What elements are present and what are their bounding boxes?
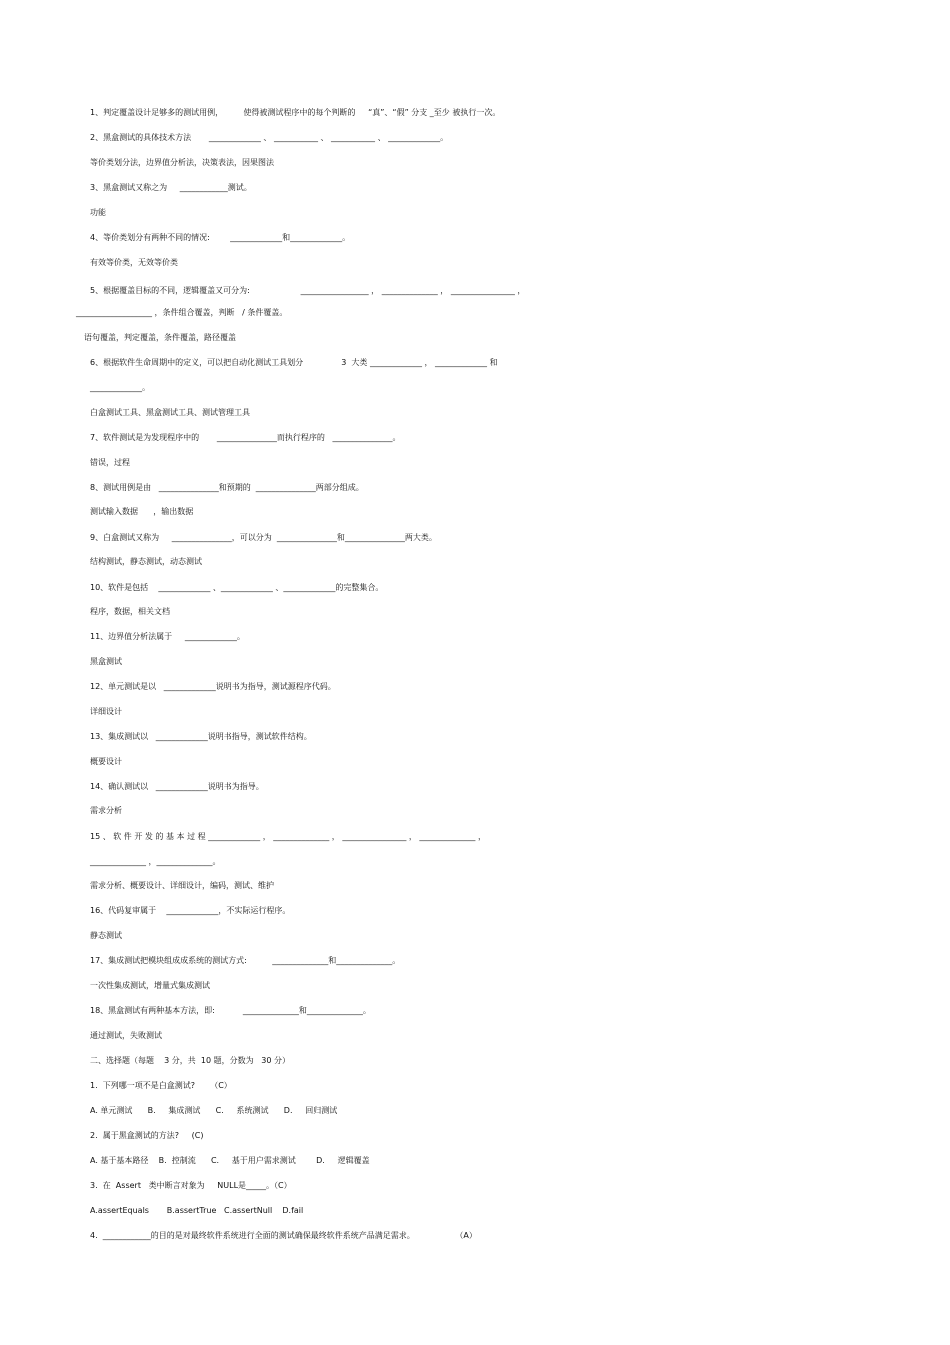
text-line: 有效等价类，无效等价类 [90,258,178,267]
text-line: 3. 在 Assert 类中断言对象为 NULL是_____。（C） [90,1181,292,1190]
text-line: 需求分析 [90,806,122,815]
text-line: 1、判定覆盖设计足够多的测试用例， 使得被测试程序中的每个判断的 “真”、“假” 分支 _至少 被执行一次。 [90,108,501,117]
text-line: _____________。 [90,383,150,392]
text-line: A. 单元测试 B. 集成测试 C. 系统测试 D. 回归测试 [90,1106,338,1115]
text-line: 错误，过程 [90,458,130,467]
text-line: 4. ____________的目的是对最终软件系统进行全面的测试确保最终软件系统产品满足需求。 （A） [90,1231,477,1240]
text-line: 通过测试，失败测试 [90,1031,162,1040]
text-line: A.assertEquals B.assertTrue C.assertNull D.fail [90,1206,304,1215]
text-line: 15 、 软 件 开 发 的 基 本 过 程 _____________ ， ______________ ， ________________ ， ______________ ， [90,832,486,841]
text-line: 2、黑盒测试的具体技术方法 _____________ 、 ___________ 、 ___________ 、 _____________。 [90,133,449,142]
text-line: 等价类划分法，边界值分析法，决策表法，因果图法 [90,158,274,167]
text-line: 14、确认测试以 _____________说明书为指导。 [90,782,264,791]
text-line: 测试输入数据 ，输出数据 [90,507,194,516]
text-line: 语句覆盖，判定覆盖，条件覆盖，路径覆盖 [84,333,236,342]
text-line: 16、代码复审属于 _____________，不实际运行程序。 [90,906,291,915]
text-line: 概要设计 [90,757,122,766]
text-line: 需求分析、概要设计、详细设计，编码，测试、维护 [90,881,274,890]
text-line: 白盒测试工具、黑盒测试工具、测试管理工具 [90,408,250,417]
text-line: ___________________ ，条件组合覆盖，判断 / 条件覆盖。 [76,308,288,317]
text-line: 黑盒测试 [90,657,122,666]
text-line: 2. 属于黑盒测试的方法? (C) [90,1131,204,1140]
text-line: 6、根据软件生命周期中的定义，可以把自动化测试工具划分 3 大类 _____________ ， _____________ 和 [90,358,498,367]
text-line: A. 基于基本路径 B. 控制流 C. 基于用户需求测试 D. 逻辑覆盖 [90,1156,370,1165]
text-line: ______________ ，______________。 [90,857,221,866]
text-line: 10、软件是包括 _____________ 、_____________ 、_____________的完整集合。 [90,583,384,592]
text-line: 功能 [90,208,106,217]
text-line: 5、根据覆盖目标的不同，逻辑覆盖又可分为: _________________ ， ______________ ， ________________ ， [90,286,526,295]
text-line: 12、单元测试是以 _____________说明书为指导，测试源程序代码。 [90,682,336,691]
text-line: 4、等价类划分有两种不同的情况: _____________和_____________。 [90,233,351,242]
section-heading: 二、选择题（每题 3 分，共 10 题，分数为 30 分） [90,1056,290,1065]
text-line: 17、集成测试把模块组成成系统的测试方式: ______________和______________。 [90,956,401,965]
text-line: 静态测试 [90,931,122,940]
text-line: 18、黑盒测试有两种基本方法，即: ______________和______________。 [90,1006,371,1015]
text-line: 11、边界值分析法属于 _____________。 [90,632,245,641]
text-line: 8、测试用例是由 _______________和预期的 _______________两部分组成。 [90,483,364,492]
text-line: 1. 下列哪一项不是白盒测试? （C） [90,1081,232,1090]
text-line: 一次性集成测试，增量式集成测试 [90,981,210,990]
text-line: 9、白盒测试又称为 _______________，可以分为 _______________和_______________两大类。 [90,533,437,542]
text-line: 程序，数据，相关文档 [90,607,170,616]
text-line: 结构测试，静态测试，动态测试 [90,557,202,566]
text-line: 详细设计 [90,707,122,716]
text-line: 7、软件测试是为发现程序中的 _______________而执行程序的 _______________。 [90,433,401,442]
text-line: 13、集成测试以 _____________说明书指导，测试软件结构。 [90,732,312,741]
text-line: 3、黑盒测试又称之为 ____________测试。 [90,183,252,192]
